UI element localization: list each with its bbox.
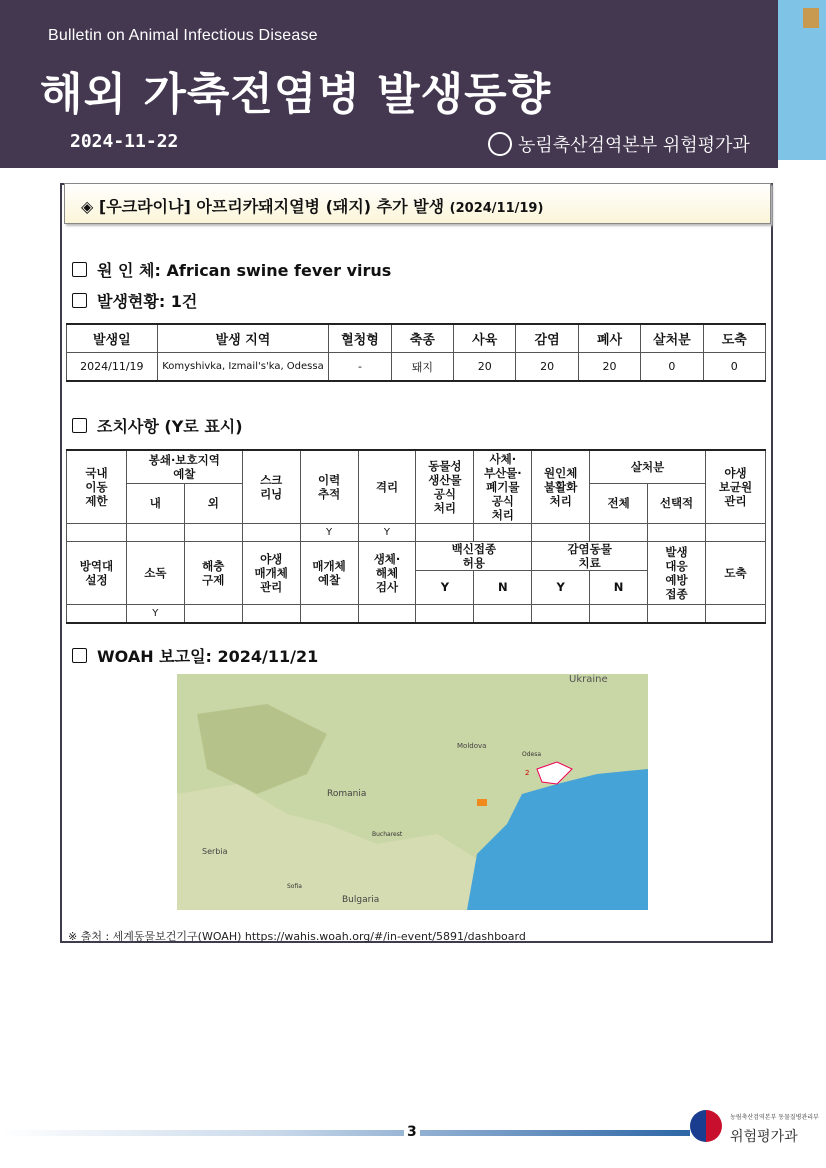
cell bbox=[67, 523, 127, 541]
col-dead: 폐사 bbox=[578, 324, 640, 353]
outbreak-marker bbox=[477, 799, 487, 806]
cell bbox=[648, 523, 706, 541]
checkbox-square-icon bbox=[72, 648, 87, 663]
cell bbox=[67, 604, 127, 623]
cell bbox=[705, 604, 765, 623]
col-species: 축종 bbox=[391, 324, 453, 353]
map-label-odesa: Odesa bbox=[522, 751, 542, 758]
h-zoning: 방역대 설정 bbox=[67, 541, 127, 604]
map-label-serbia: Serbia bbox=[202, 847, 228, 856]
h-quarantine: 격리 bbox=[358, 450, 416, 523]
bulletin-date: 2024-11-22 bbox=[70, 131, 179, 152]
cell bbox=[358, 604, 416, 623]
h-wild: 야생 보균원 관리 bbox=[705, 450, 765, 523]
cell bbox=[474, 523, 532, 541]
measures-header-a bbox=[67, 450, 766, 483]
cell-region: Komyshivka, Izmail's'ka, Odessa bbox=[157, 353, 329, 382]
footer-org-name: 위험평가과 bbox=[730, 1129, 798, 1145]
h-trace: 이력 추적 bbox=[300, 450, 358, 523]
map-label-sofia: Sofia bbox=[287, 883, 302, 890]
cell bbox=[126, 523, 184, 541]
map-label-romania: Romania bbox=[327, 789, 367, 799]
h-pathogen: 원인체 불활화 처리 bbox=[532, 450, 590, 523]
report-titlebar bbox=[64, 183, 771, 224]
footer-org-small: 농림축산검역본부 동물질병관리부 bbox=[730, 1114, 819, 1121]
h-prevent-vac: 발생 대응 예방 접종 bbox=[648, 541, 706, 604]
korea-emblem-icon bbox=[488, 132, 512, 156]
footer-rule bbox=[0, 1130, 690, 1136]
woah-date: WOAH 보고일: 2024/11/21 bbox=[97, 647, 319, 666]
status-text: 발생현황: 1건 bbox=[97, 292, 198, 311]
marker-label: 2 bbox=[525, 769, 530, 777]
measures-table bbox=[66, 449, 766, 624]
h-vector-watch: 매개체 예찰 bbox=[300, 541, 358, 604]
col-culled: 살처분 bbox=[641, 324, 703, 353]
cell-infected: 20 bbox=[516, 353, 578, 382]
h-screening: 스크 리닝 bbox=[242, 450, 300, 523]
h-vaccine-y: Y bbox=[416, 570, 474, 604]
cell bbox=[474, 604, 532, 623]
h-vaccine: 백신접종 허용 bbox=[416, 541, 532, 570]
header-org-name: 농림축산검역본부 위험평가과 bbox=[518, 135, 750, 156]
map-label-bulgaria: Bulgaria bbox=[342, 895, 380, 905]
h-treat: 감염동물 치료 bbox=[532, 541, 648, 570]
h-slaughter: 도축 bbox=[705, 541, 765, 604]
cell bbox=[705, 523, 765, 541]
footer-emblem-icon bbox=[690, 1110, 722, 1142]
table-row bbox=[67, 353, 766, 382]
pathogen-text: 원 인 체: African swine fever virus bbox=[97, 261, 392, 280]
cell: Y bbox=[358, 523, 416, 541]
cell: Y bbox=[300, 523, 358, 541]
map-label-moldova: Moldova bbox=[457, 742, 487, 750]
h-zone: 봉쇄·보호지역 예찰 bbox=[126, 450, 242, 483]
bulletin-subtitle: Bulletin on Animal Infectious Disease bbox=[48, 27, 318, 44]
checkbox-square-icon bbox=[72, 293, 87, 308]
h-treat-n: N bbox=[590, 570, 648, 604]
map-label-ukraine: Ukraine bbox=[569, 674, 608, 685]
h-culling: 살처분 bbox=[590, 450, 706, 483]
cell bbox=[242, 523, 300, 541]
h-wild-vector: 야생 매개체 관리 bbox=[242, 541, 300, 604]
cell-reared: 20 bbox=[454, 353, 516, 382]
cell bbox=[184, 604, 242, 623]
report-title-date: (2024/11/19) bbox=[449, 201, 544, 216]
h-pest: 해충 구제 bbox=[184, 541, 242, 604]
page-number: 3 bbox=[404, 1124, 420, 1140]
cell bbox=[532, 523, 590, 541]
cell bbox=[590, 523, 648, 541]
cell: Y bbox=[126, 604, 184, 623]
h-treat-y: Y bbox=[532, 570, 590, 604]
measures-title: 조치사항 (Y로 표시) bbox=[97, 417, 243, 436]
cell bbox=[648, 604, 706, 623]
cell-species: 돼지 bbox=[391, 353, 453, 382]
outbreak-map bbox=[177, 674, 648, 910]
report-title: ◈ [우크라이나] 아프리카돼지열병 (돼지) 추가 발생 bbox=[81, 197, 445, 216]
header-corner-square bbox=[803, 8, 819, 28]
cell-serotype: - bbox=[329, 353, 391, 382]
checkbox-square-icon bbox=[72, 418, 87, 433]
cell bbox=[242, 604, 300, 623]
status-line bbox=[72, 289, 197, 312]
col-reared: 사육 bbox=[454, 324, 516, 353]
pathogen-line bbox=[72, 258, 391, 281]
outbreak-table-header bbox=[67, 324, 766, 353]
h-bio-test: 생체· 해체 검사 bbox=[358, 541, 416, 604]
h-domestic-move: 국내 이동 제한 bbox=[67, 450, 127, 523]
cell-dead: 20 bbox=[578, 353, 640, 382]
source-note: ※ 출처 : 세계동물보건기구(WOAH) https://wahis.woah.org/#/in-event/5891/dashboard bbox=[68, 930, 526, 943]
h-disinfect: 소독 bbox=[126, 541, 184, 604]
table-row bbox=[67, 604, 766, 623]
h-cull-sel: 선택적 bbox=[648, 483, 706, 523]
map-label-bucharest: Bucharest bbox=[372, 831, 403, 838]
h-zone-out: 외 bbox=[184, 483, 242, 523]
table-row bbox=[67, 523, 766, 541]
cell bbox=[416, 604, 474, 623]
header-org bbox=[488, 131, 750, 157]
h-vaccine-n: N bbox=[474, 570, 532, 604]
checkbox-square-icon bbox=[72, 262, 87, 277]
h-carcass: 사체· 부산물· 폐기물 공식 처리 bbox=[474, 450, 532, 523]
cell-slaughtered: 0 bbox=[703, 353, 765, 382]
cell bbox=[532, 604, 590, 623]
cell bbox=[300, 604, 358, 623]
measures-title-line bbox=[72, 414, 243, 437]
col-date: 발생일 bbox=[67, 324, 158, 353]
page-title: 해외 가축전염병 발생동향 bbox=[40, 69, 552, 120]
h-product: 동물성 생산물 공식 처리 bbox=[416, 450, 474, 523]
col-infected: 감염 bbox=[516, 324, 578, 353]
col-slaughtered: 도축 bbox=[703, 324, 765, 353]
cell-date: 2024/11/19 bbox=[67, 353, 158, 382]
cell bbox=[416, 523, 474, 541]
h-cull-all: 전체 bbox=[590, 483, 648, 523]
h-zone-in: 내 bbox=[126, 483, 184, 523]
measures-header-c bbox=[67, 541, 766, 570]
outbreak-table bbox=[66, 323, 766, 382]
woah-line bbox=[72, 644, 318, 667]
cell bbox=[184, 523, 242, 541]
cell-culled: 0 bbox=[641, 353, 703, 382]
col-serotype: 혈청형 bbox=[329, 324, 391, 353]
col-region: 발생 지역 bbox=[157, 324, 329, 353]
cell bbox=[590, 604, 648, 623]
